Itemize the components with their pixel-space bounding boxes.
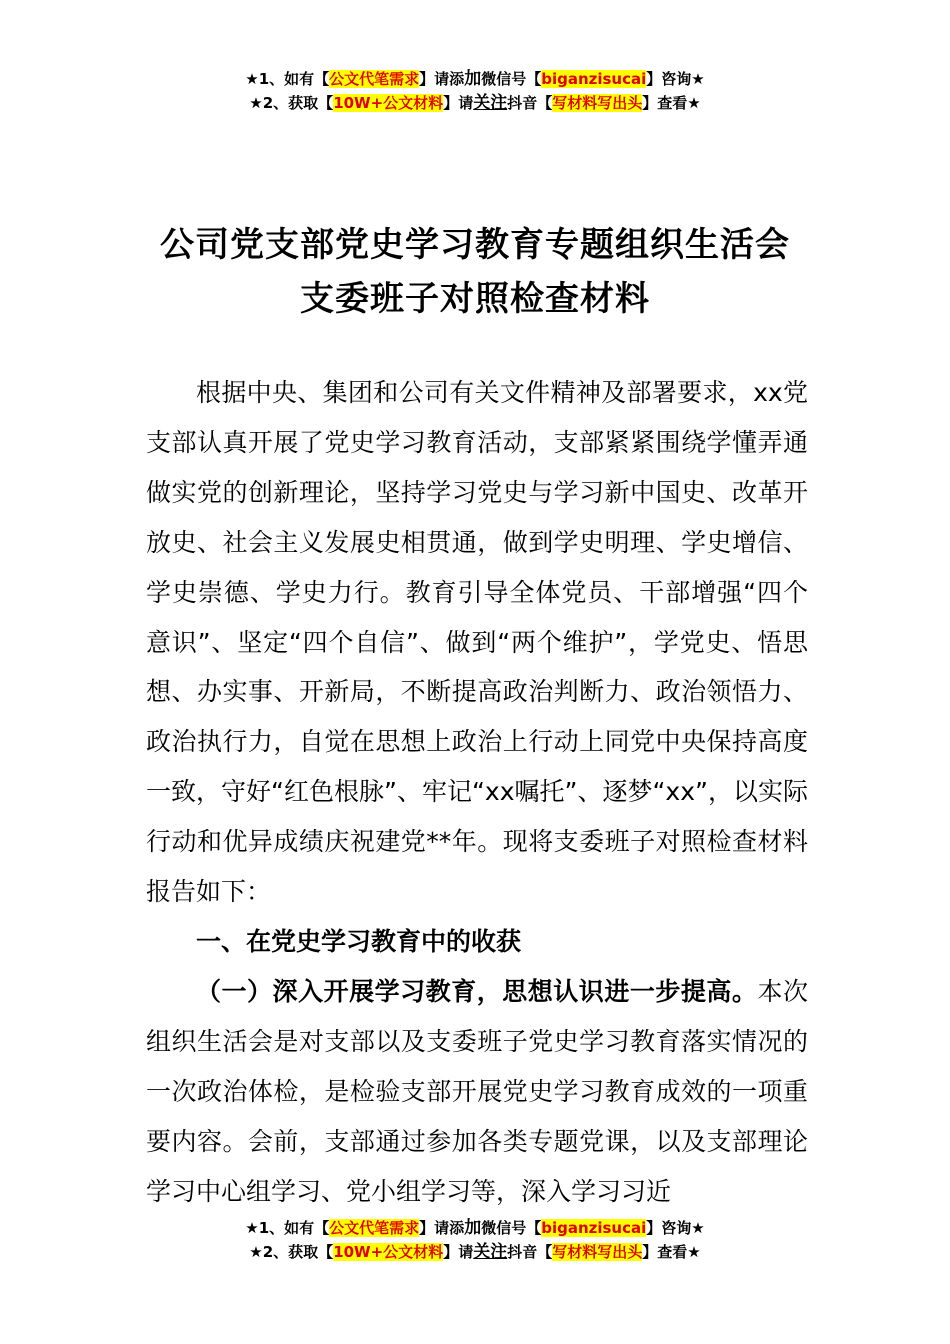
promo-text: 】咨询★ bbox=[646, 1219, 705, 1237]
paragraph-intro: 根据中央、集团和公司有关文件精神及部署要求，xx党支部认真开展了党史学习教育活动，支部紧紧围绕学懂弄通做实党的创新理论，坚持学习党史与学习新中国史、改革开放史、社会主义发展史相贯通，做到学史明理、学史增信、学史崇德、学史力行。教育引导全体党员、干部增强“四个意识”、坚定“四个自信”、做到“两个维护”，学党史、悟思想、办实事、开新局，不断提高政治判断力、政治领悟力、政治执行力，自觉在思想上政治上行动上同党中央保持高度一致，守好“红色根脉”、牢记“xx嘱托”、逐梦“xx”，以实际行动和优异成绩庆祝建党**年。现将支委班子对照检查材料报告如下： bbox=[146, 378, 808, 907]
promo-text: 】请添 bbox=[419, 70, 465, 88]
promo-emphasis: 关注 bbox=[473, 1242, 508, 1262]
promo-banner-top bbox=[0, 67, 950, 115]
promo-highlight: biganzisucai bbox=[541, 1219, 647, 1237]
promo-text: 抖音【 bbox=[507, 94, 553, 112]
document-title bbox=[0, 218, 950, 326]
paragraph-1-1-text: 本次组织生活会是对支部以及支委班子党史学习教育落实情况的一次政治体检，是检验支部开展党史学习教育成效的一项重要内容。会前，支部通过参加各类专题党课，以及支部理论学习中心组学习、党小组学习等，深入学习习近 bbox=[146, 976, 808, 1206]
promo-highlight: 写材料写出头 bbox=[552, 1243, 643, 1261]
promo-text: ★2、获取【 bbox=[249, 94, 334, 112]
promo-text: ★1、如有【 bbox=[245, 70, 330, 88]
promo-text: 微信号【 bbox=[481, 1219, 542, 1237]
promo-text: ★2、获取【 bbox=[249, 1243, 334, 1261]
promo-line-1 bbox=[0, 67, 950, 91]
promo-line-2 bbox=[0, 1240, 950, 1264]
promo-highlight: 写材料写出头 bbox=[552, 94, 643, 112]
promo-highlight: 10W+公文材料 bbox=[333, 94, 444, 112]
promo-text: 微信号【 bbox=[481, 70, 542, 88]
promo-text: ★1、如有【 bbox=[245, 1219, 330, 1237]
document-body bbox=[146, 368, 808, 1216]
subheading-1-1: （一）深入开展学习教育，思想认识进一步提高。 bbox=[196, 976, 758, 1006]
promo-highlight: 公文代笔需求 bbox=[329, 1219, 420, 1237]
promo-text: 抖音【 bbox=[507, 1243, 553, 1261]
section-heading-1: 一、在党史学习教育中的收获 bbox=[196, 926, 522, 956]
promo-banner-bottom bbox=[0, 1216, 950, 1264]
promo-line-1 bbox=[0, 1216, 950, 1240]
promo-emphasis: 加 bbox=[464, 69, 482, 89]
promo-text: 】咨询★ bbox=[646, 70, 705, 88]
promo-line-2 bbox=[0, 91, 950, 115]
title-line-1: 公司党支部党史学习教育专题组织生活会 bbox=[160, 225, 790, 265]
title-line-2: 支委班子对照检查材料 bbox=[300, 279, 650, 319]
promo-highlight: biganzisucai bbox=[541, 70, 647, 88]
promo-highlight: 10W+公文材料 bbox=[333, 1243, 444, 1261]
promo-text: 】请 bbox=[443, 1243, 474, 1261]
promo-text: 】请添 bbox=[419, 1219, 465, 1237]
promo-emphasis: 加 bbox=[464, 1218, 482, 1238]
paragraph-1-1 bbox=[146, 967, 808, 1217]
promo-highlight: 公文代笔需求 bbox=[329, 70, 420, 88]
promo-text: 】查看★ bbox=[642, 94, 701, 112]
promo-text: 】请 bbox=[443, 94, 474, 112]
promo-text: 】查看★ bbox=[642, 1243, 701, 1261]
promo-emphasis: 关注 bbox=[473, 93, 508, 113]
